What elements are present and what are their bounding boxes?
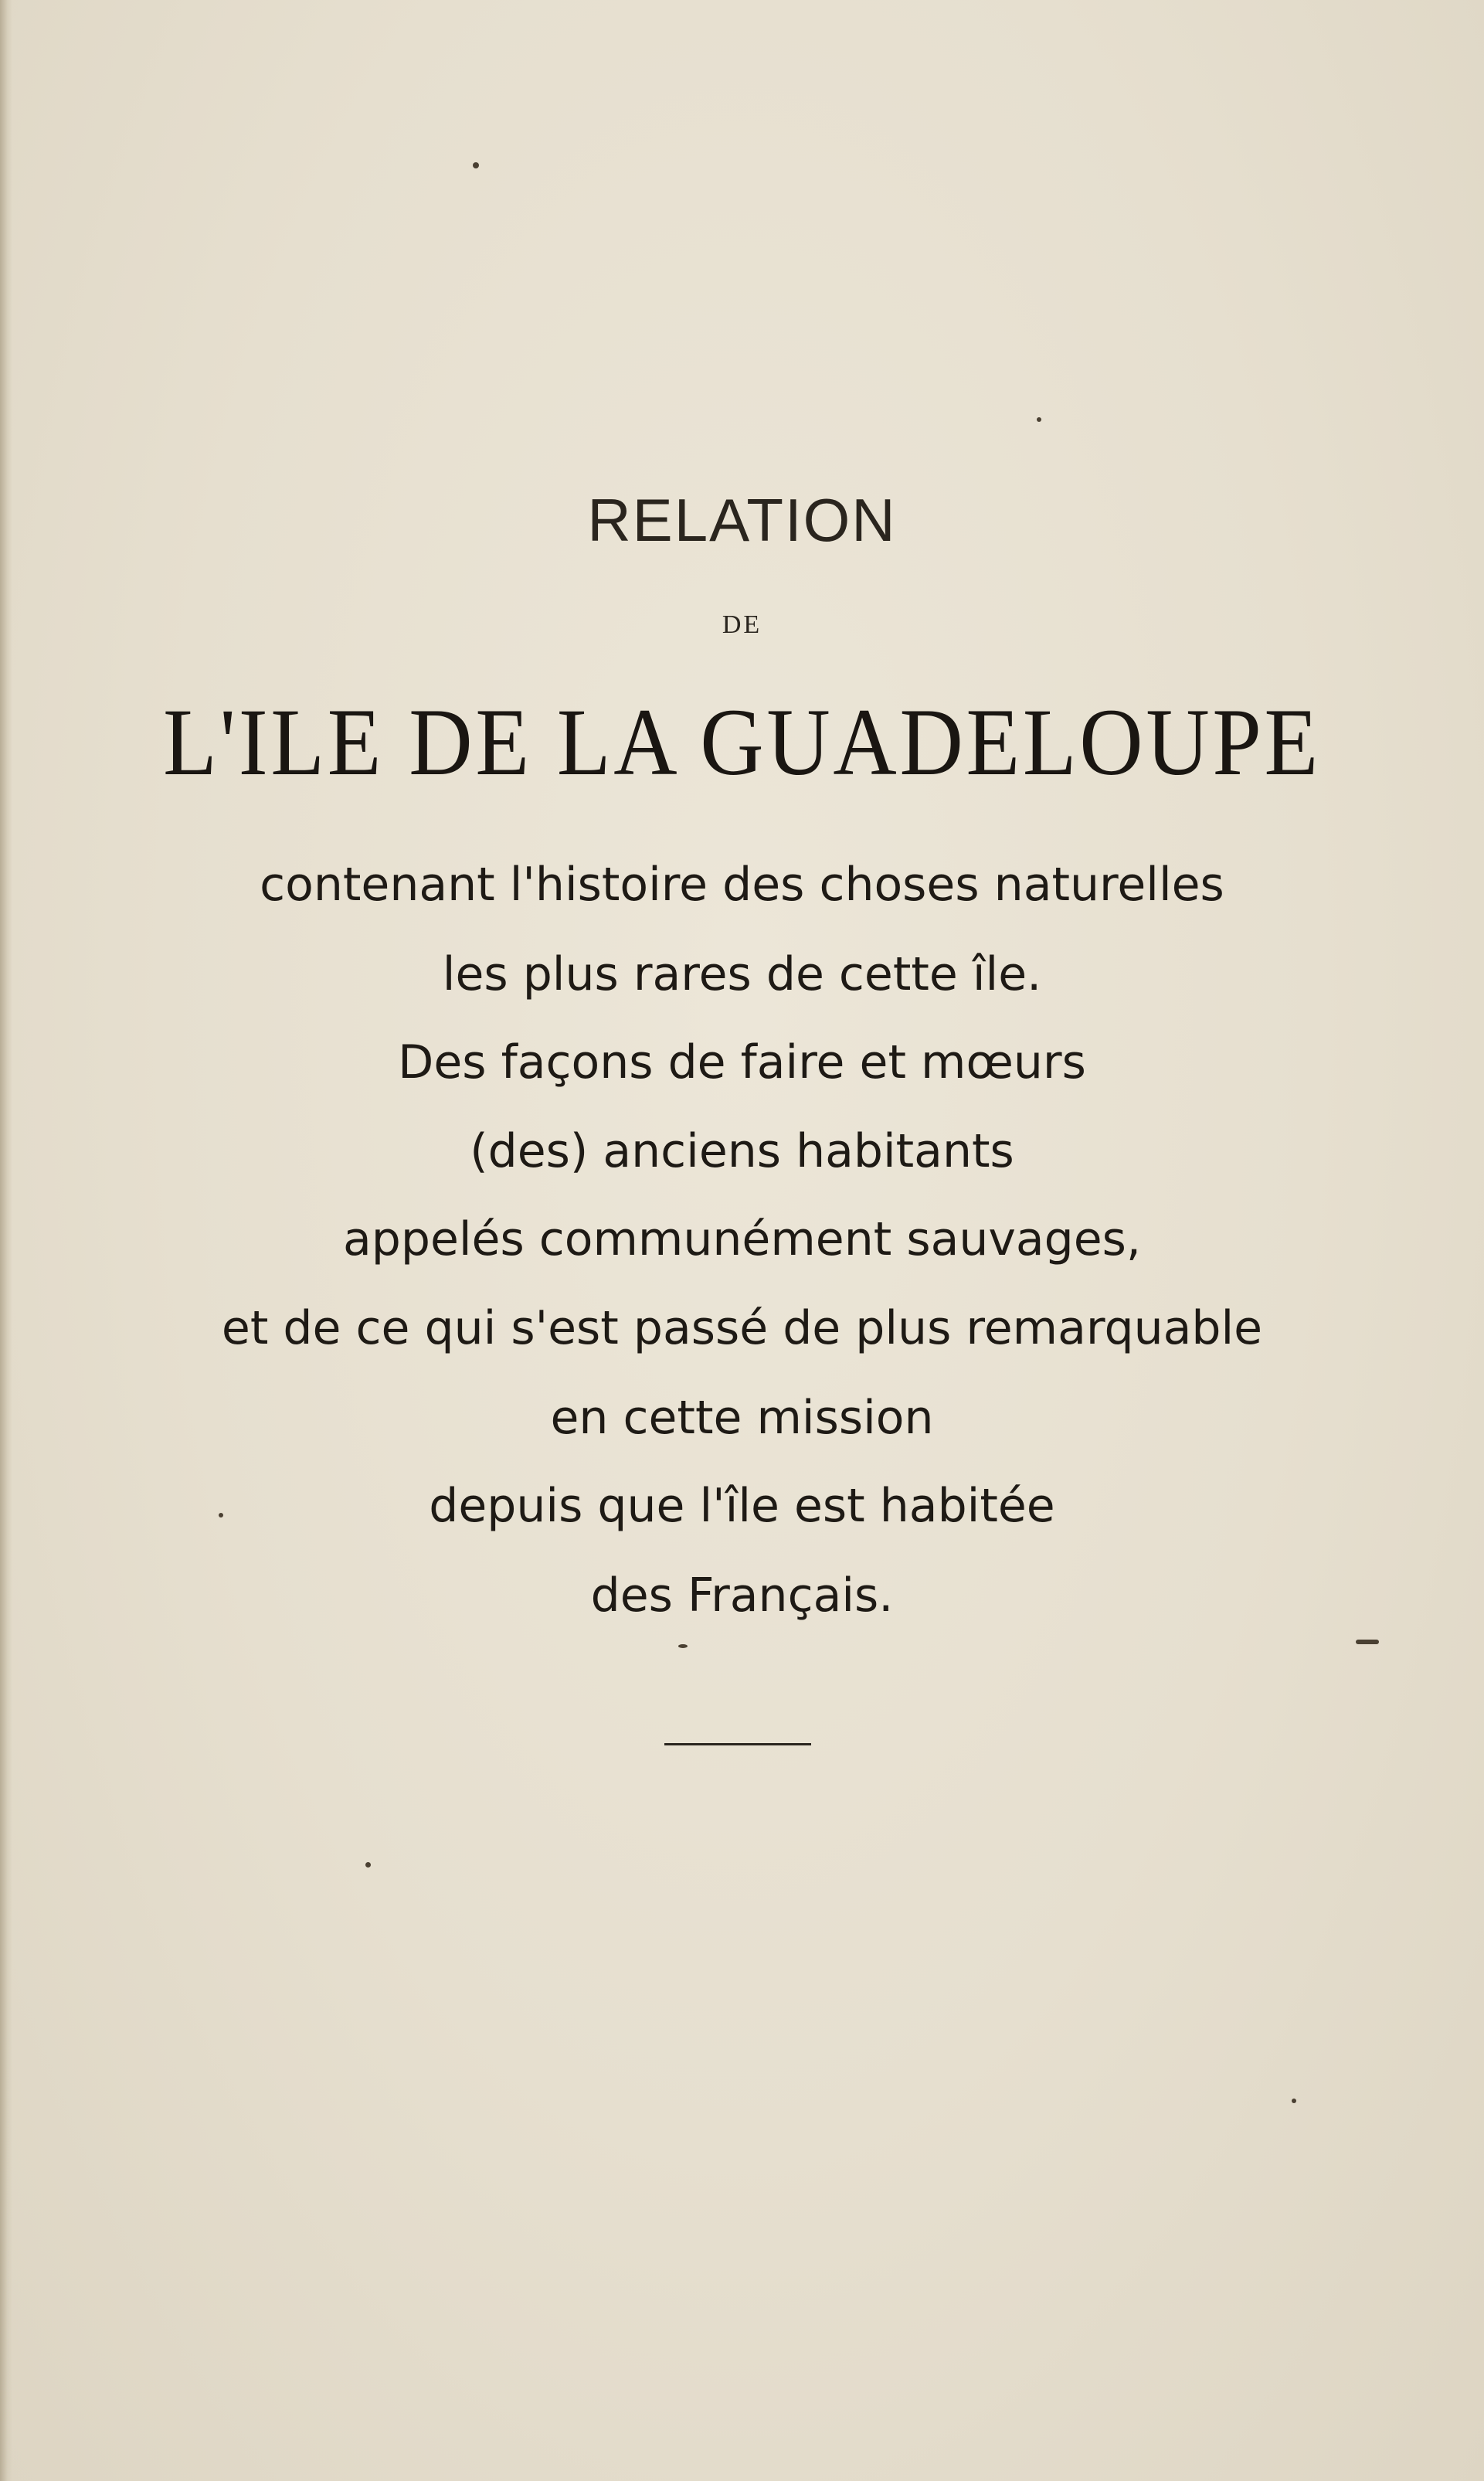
title-de: DE bbox=[722, 610, 762, 639]
paper-speck bbox=[1292, 2099, 1296, 2103]
decorative-rule bbox=[664, 1743, 811, 1745]
body-line: en cette mission bbox=[550, 1391, 934, 1445]
paper-speck bbox=[678, 1644, 688, 1648]
body-line: contenant l'histoire des choses naturelles bbox=[260, 858, 1224, 912]
body-line: appelés communément sauvages, bbox=[343, 1212, 1141, 1266]
title-relation: RELATION bbox=[587, 486, 897, 554]
body-line: Des façons de faire et mœurs bbox=[398, 1035, 1086, 1089]
paper-speck bbox=[1037, 417, 1041, 422]
paper-speck bbox=[473, 162, 479, 168]
body-line: les plus rares de cette île. bbox=[442, 947, 1042, 1001]
body-line: et de ce qui s'est passé de plus remarquable bbox=[221, 1301, 1263, 1355]
body-line: des Français. bbox=[590, 1568, 894, 1623]
title-main: L'ILE DE LA GUADELOUPE bbox=[163, 689, 1321, 795]
paper-speck bbox=[1356, 1640, 1379, 1644]
body-line: (des) anciens habitants bbox=[470, 1124, 1014, 1178]
paper-speck bbox=[365, 1862, 371, 1868]
body-line: depuis que l'île est habitée bbox=[429, 1479, 1055, 1533]
